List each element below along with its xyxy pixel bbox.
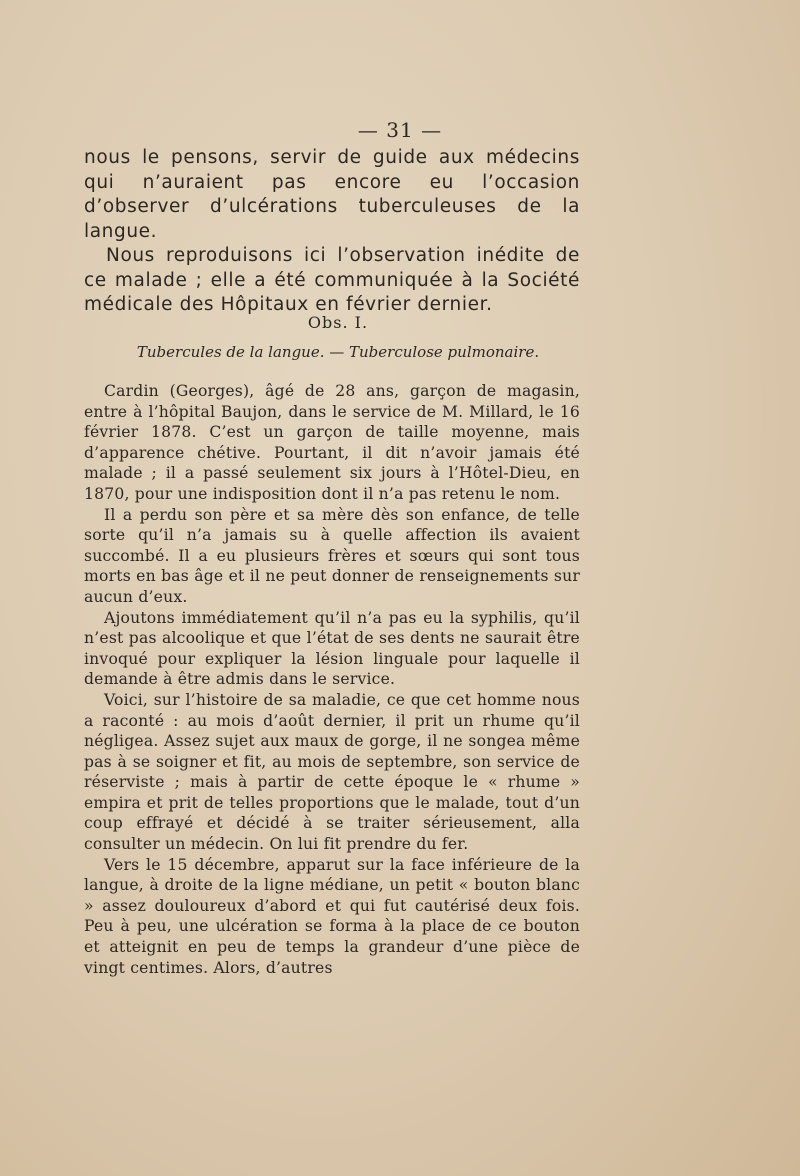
body-paragraph: Vers le 15 décembre, apparut sur la face inférieure de la langue, à droite de la ligne médiane, un petit « bouton blanc » assez douloureux d’abord et qui fut cautérisé deux fois. Peu à peu, une ulcération se forma à la place de ce bouton et atteignit en peu de temps la grandeur d’une pièce de vingt centimes. Alors, d’autres [84,855,580,977]
body-paragraph: Il a perdu son père et sa mère dès son enfance, de telle sorte qu’il n’a jamais su à quelle affection ils avaient succombé. Il a eu plusieurs frères et sœurs qui sont tous morts en bas âge et il ne peut donner de renseignements sur aucun d’eux. [84,505,580,606]
observation-heading: Obs. I. [307,313,369,332]
intro-paragraph: nous le pensons, servir de guide aux médecins qui n’auraient pas encore eu l’occasion d’observer d’ulcérations tuberculeuses de la langue. [84,147,580,242]
page-number: — 31 — [357,118,443,142]
body-paragraph: Ajoutons immédiatement qu’il n’a pas eu la syphilis, qu’il n’est pas alcoolique et que l’état de ses dents ne saurait être invoqué pour expliquer la lésion linguale pour laquelle il demande à être admis dans le service. [84,608,580,689]
observation-subtitle: Tubercules de la langue. — Tuberculose pulmonaire. [136,343,540,361]
intro-text [84,146,580,318]
body-paragraph: Cardin (Georges), âgé de 28 ans, garçon de magasin, entre à l’hôpital Baujon, dans le service de M. Millard, le 16 février 1878. C’est un garçon de taille moyenne, mais d’apparence chétive. Pourtant, il dit n’avoir jamais été malade ; il a passé seulement six jours à l’Hôtel-Dieu, en 1870, pour une indisposition dont il n’a pas retenu le nom. [84,382,580,503]
observation-body [84,381,580,978]
intro-paragraph: Nous reproduisons ici l’observation inédite de ce malade ; elle a été communiquée à la Société médicale des Hôpitaux en février dernier. [84,245,580,315]
body-paragraph: Voici, sur l’histoire de sa maladie, ce que cet homme nous a raconté : au mois d’août dernier, il prit un rhume qu’il négligea. Assez sujet aux maux de gorge, il ne songea même pas à se soigner et fit, au mois de septembre, son service de réserviste ; mais à partir de cette époque le « rhume » empira et prit de telles proportions que le malade, tout d’un coup effrayé et décidé à se traiter sérieusement, alla consulter un médecin. On lui fit prendre du fer. [84,690,580,854]
